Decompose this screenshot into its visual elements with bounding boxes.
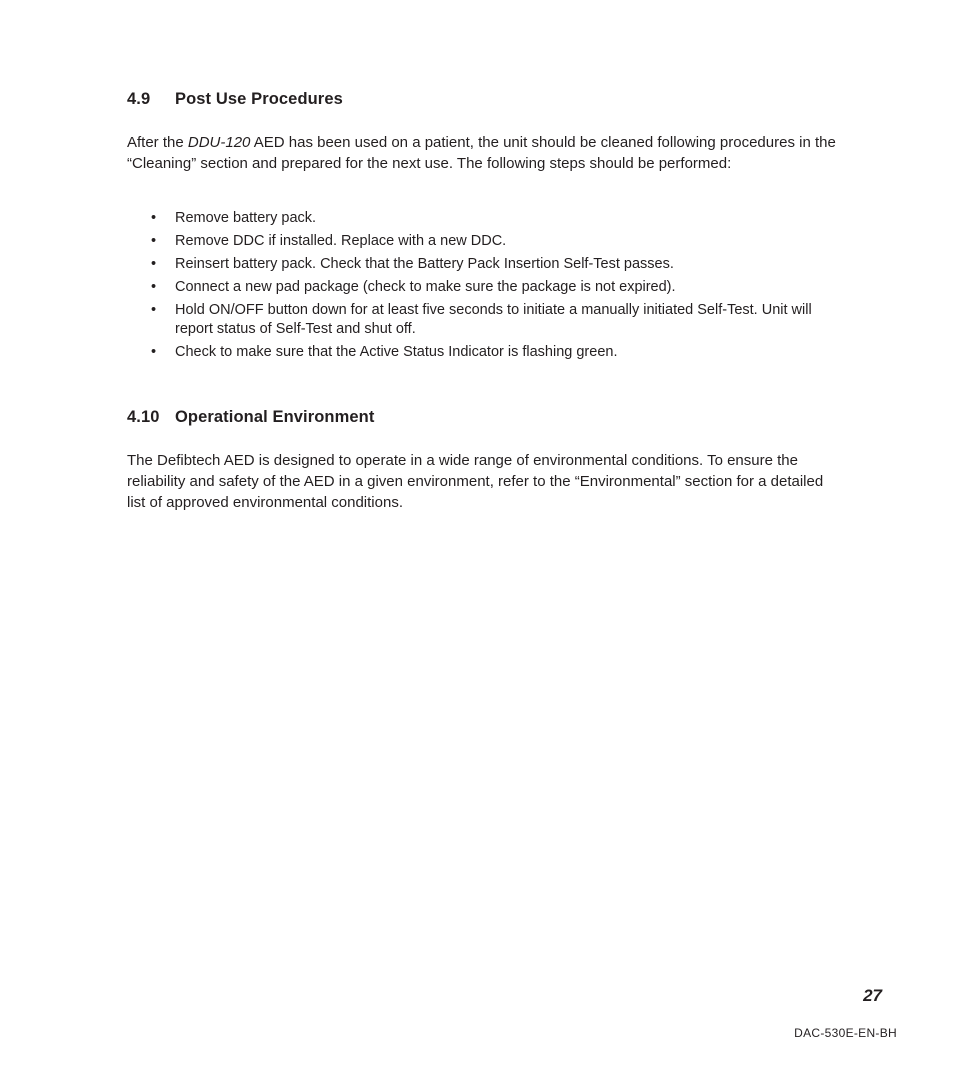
post-use-paragraph — [127, 132, 837, 174]
section-number: 4.9 — [127, 90, 151, 108]
list-item-text: Connect a new pad package (check to make sure the package is not expired). — [175, 279, 676, 295]
section-heading-operational-environment — [127, 408, 374, 427]
section-title: Operational Environment — [175, 408, 375, 426]
list-item — [127, 255, 847, 274]
list-item — [127, 301, 847, 339]
list-item-text: Check to make sure that the Active Status Indicator is flashing green. — [175, 344, 618, 360]
bullet-icon: • — [151, 344, 157, 360]
operational-environment-paragraph: The Defibtech AED is designed to operate in a wide range of environmental conditions. To ensure the reliability and safety of the AED in a given environment, refer to the “Environmental” section for a detailed list of approved environmental conditions. — [127, 452, 824, 511]
list-item — [127, 278, 847, 297]
list-item-text: Reinsert battery pack. Check that the Battery Pack Insertion Self-Test passes. — [175, 256, 674, 272]
paragraph-text-before: After the — [127, 134, 188, 151]
document-code: DAC-530E-EN-BH — [794, 1026, 897, 1040]
bullet-icon: • — [151, 210, 157, 226]
section-title: Post Use Procedures — [175, 90, 343, 108]
section-number: 4.10 — [127, 408, 160, 426]
bullet-icon: • — [151, 279, 157, 295]
list-item — [127, 232, 847, 251]
list-item-text: Remove battery pack. — [175, 210, 317, 226]
list-item-text: Hold ON/OFF button down for at least five seconds to initiate a manually initiated Self-Test. Unit will report status of Self-Test and shut off. — [175, 302, 812, 337]
list-item-text: Remove DDC if installed. Replace with a new DDC. — [175, 233, 507, 249]
section-heading-post-use — [127, 90, 343, 109]
post-use-steps-list — [127, 209, 847, 366]
bullet-icon: • — [151, 233, 157, 249]
bullet-icon: • — [151, 302, 157, 318]
bullet-icon: • — [151, 256, 157, 272]
paragraph-text-after: AED has been used on a patient, the unit should be cleaned following procedures in the “Cleaning” section and prepared for the next use. The following steps should be performed: — [127, 134, 836, 172]
list-item — [127, 209, 847, 228]
page-number: 27 — [863, 986, 882, 1005]
list-item — [127, 343, 847, 362]
product-name: DDU-120 — [187, 134, 251, 151]
